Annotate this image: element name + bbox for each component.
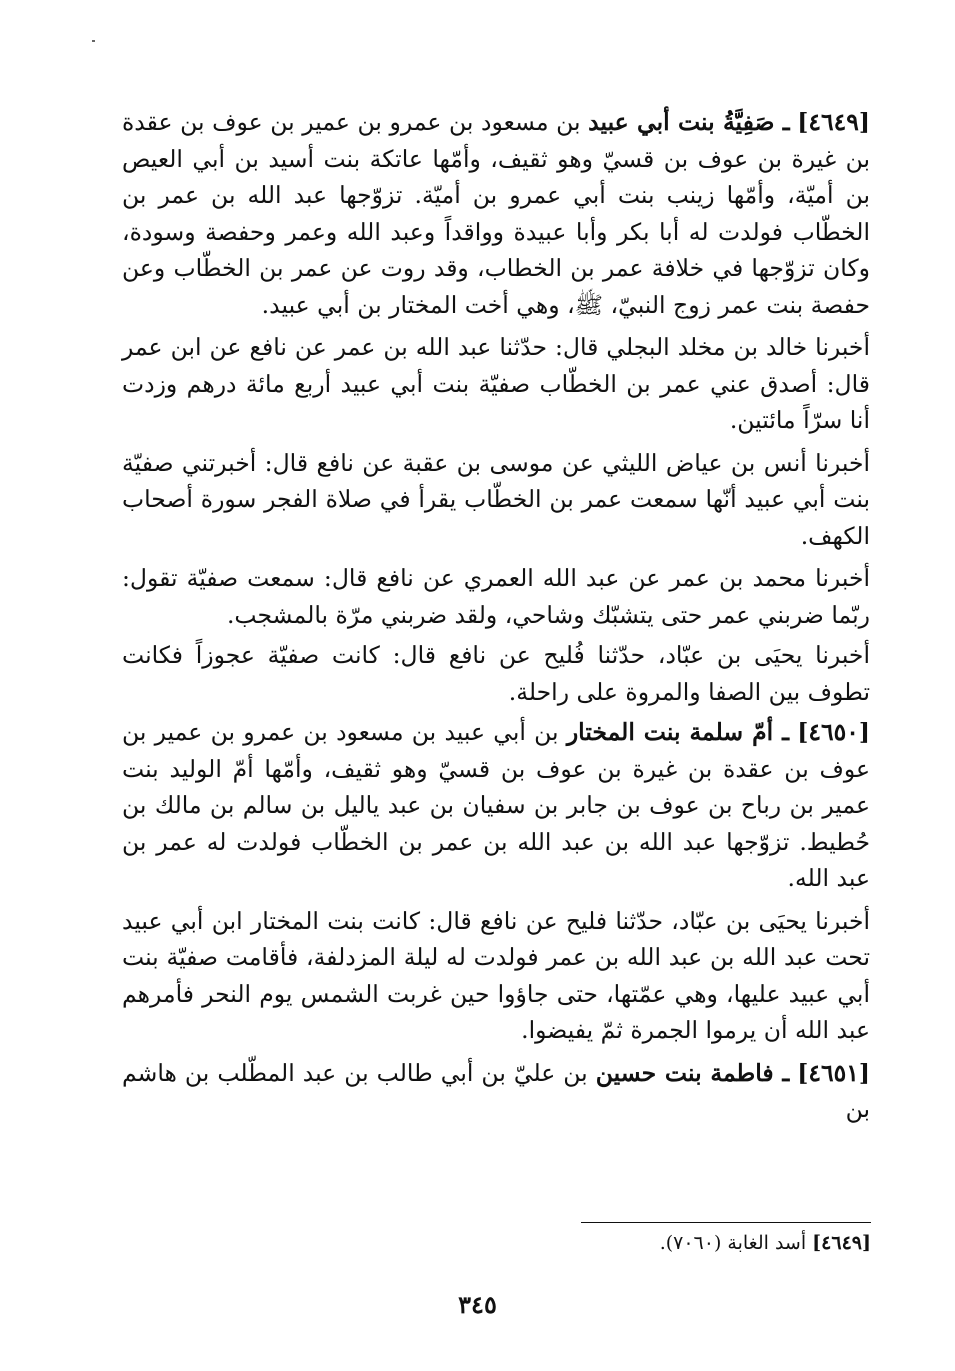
entry-4649-paragraph — [122, 104, 870, 323]
scan-speck — [92, 40, 95, 42]
entry-4650-paragraph — [122, 714, 870, 897]
hadith-paragraph — [122, 445, 870, 555]
paragraph-text: أخبرنا خالد بن مخلد البجلي قال: حدّثنا عبد الله بن عمر عن نافع عن ابن عمر قال: أصدق عني عمر بن الخطّاب صفيّة بنت أبي عبيد أربع مائة درهم وزدت أنا سرّاً مائتين. — [122, 333, 870, 434]
paragraph-text: بن أبي عبيد بن مسعود بن عمرو بن عمير بن عوف بن عقدة بن غيرة بن عوف بن قسيّ وهو ثقيف، وأمّها أمّ الوليد بنت عمير بن رباح بن عوف بن جابر بن سفيان بن عبد ياليل بن سالم بن مالك بن حُطيط. تزوّجها عبد الله بن عبد الله بن عمر بن الخطّاب فولدت له عمر بن عبد الله. — [122, 718, 870, 892]
entry-name: ـ أمّ سلمة بنت المختار — [566, 718, 789, 746]
entry-number: [٤٦٤٩] — [797, 108, 871, 136]
entry-number: [٤٦٥٠] — [797, 718, 870, 746]
hadith-paragraph — [122, 637, 870, 710]
entry-name: ـ صَفِيَّةُ بنت أبي عبيد — [588, 108, 790, 136]
entry-4651-paragraph — [122, 1055, 870, 1128]
hadith-paragraph — [122, 560, 870, 633]
footnote — [271, 1230, 871, 1256]
paragraph-text: أخبرنا يحيَى بن عبّاد، حدّثنا فُليح عن نافع قال: كانت صفيّة عجوزاً فكانت تطوف بين الصفا والمروة على راحلة. — [122, 641, 870, 706]
hadith-paragraph — [122, 903, 870, 1049]
main-text — [122, 104, 870, 1128]
paragraph-text: بن عليّ بن أبي طالب بن عبد المطّلب بن هاشم بن — [122, 1058, 870, 1123]
hadith-paragraph — [122, 329, 870, 439]
footnote-text: أسد الغابة (٧٠٦٠). — [659, 1232, 813, 1254]
entry-name: ـ فاطمة بنت حسين — [595, 1058, 790, 1087]
paragraph-text: بن مسعود بن عمرو بن عمير بن عوف بن عقدة بن غيرة بن عوف بن قسيّ وهو ثقيف، وأمّها عاتكة بنت أسيد بن أبي العيص بن أميّة، وأمّها زينب بنت أبي عمرو بن أميّة. تزوّجها عبد الله بن عمر بن الخطّاب فولدت له أبا بكر وأبا عبيدة وواقداً وعبد الله وعمر وحفصة وسودة، وكان تزوّجها في خلافة عمر بن الخطاب، وقد روت عن عمر بن الخطّاب وعن حفصة بنت عمر زوج النبيّ، ﷺ، وهي أخت المختار بن أبي عبيد. — [122, 108, 870, 319]
paragraph-text: أخبرنا أنس بن عياض الليثي عن موسى بن عقبة عن نافع قال: أخبرتني صفيّة بنت أبي عبيد أنّها سمعت عمر بن الخطّاب يقرأ في صلاة الفجر سورة أصحاب الكهف. — [122, 448, 870, 550]
footnote-divider — [581, 1222, 871, 1223]
footnote-number: [٤٦٤٩] — [812, 1232, 871, 1254]
entry-number: [٤٦٥١] — [797, 1058, 870, 1087]
paragraph-text: أخبرنا محمد بن عمر عن عبد الله العمري عن نافع قال: سمعت صفيّة تقول: ربّما ضربني عمر حتى يتشبّك وشاحي، ولقد ضربني مرّة بالمشجب. — [122, 564, 870, 629]
page-number: ٣٤٥ — [458, 1290, 497, 1319]
paragraph-text: أخبرنا يحيَى بن عبّاد، حدّثنا فليح عن نافع قال: كانت بنت المختار ابن أبي عبيد تحت عبد الله بن عبد الله بن عمر فولدت له ليلة المزدلفة، فأقامت صفيّة بنت أبي عبيد عليها، وهي عمّتها، حتى جاؤوا حين غربت الشمس يوم النحر فأمرهم عبد الله أن يرموا الجمرة ثمّ يفيضوا. — [122, 906, 870, 1044]
